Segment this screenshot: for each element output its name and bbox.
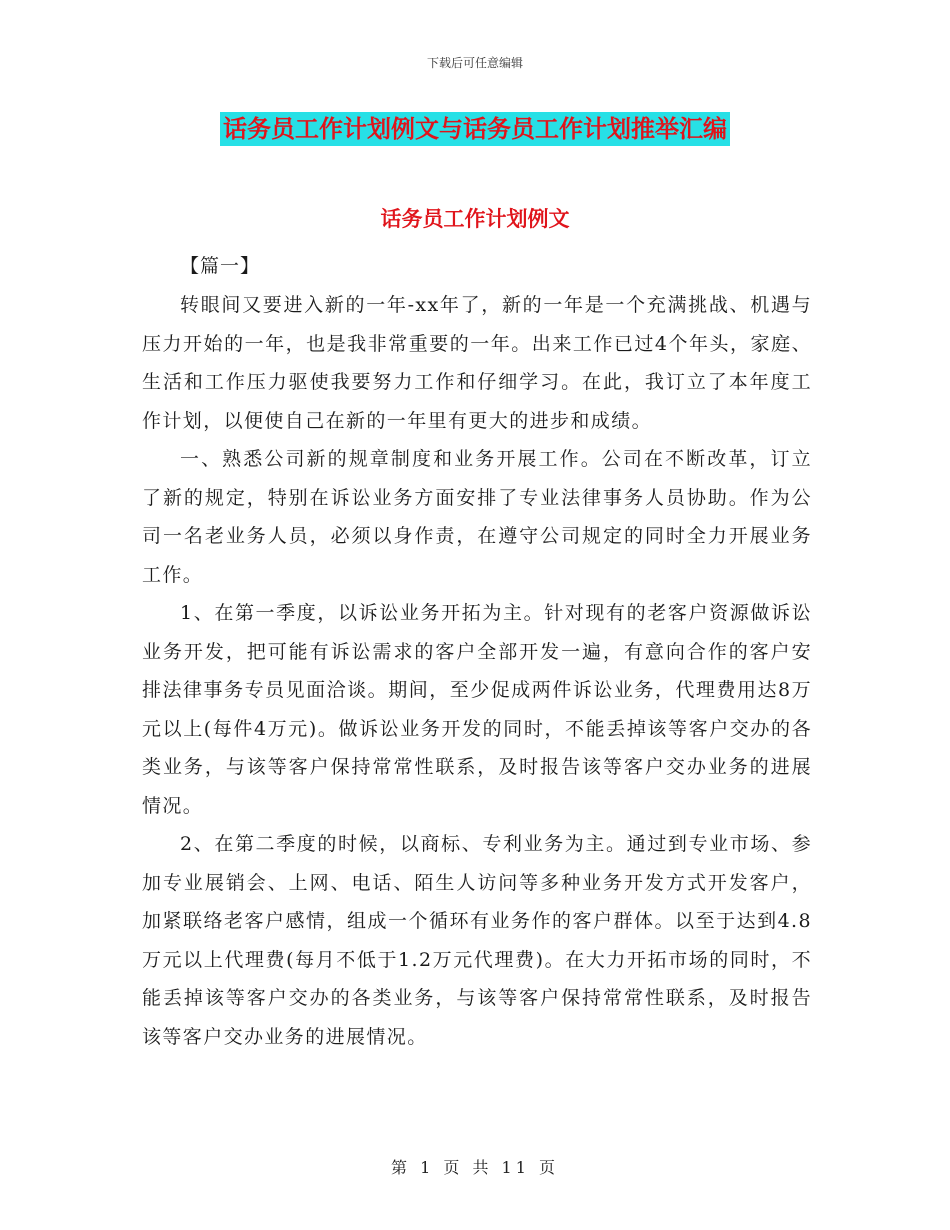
header-note: 下载后可任意编辑 [426, 56, 523, 70]
paragraph: 转眼间又要进入新的一年-xx年了，新的一年是一个充满挑战、机遇与压力开始的一年，也是我非常重要的一年。出来工作已过4个年头，家庭、生活和工作压力驱使我要努力工作和仔细学习。在此，我订立了本年度工作计划，以便使自己在新的一年里有更大的进步和成绩。 [142, 294, 812, 432]
main-title: 话务员工作计划例文与话务员工作计划推举汇编 [220, 112, 730, 146]
body-text [142, 286, 812, 1056]
paragraph: 一、熟悉公司新的规章制度和业务开展工作。公司在不断改革，订立了新的规定，特别在诉讼业务方面安排了专业法律事务人员协助。作为公司一名老业务人员，必须以身作责，在遵守公司规定的同时全力开展业务工作。 [142, 448, 812, 586]
section-label: 【篇一】 [180, 255, 261, 277]
sub-title: 话务员工作计划例文 [380, 207, 570, 231]
page-footer: 第 1 页 共 11 页 [391, 1158, 559, 1177]
main-title-wrapper [0, 112, 950, 146]
paragraph: 1、在第一季度，以诉讼业务开拓为主。针对现有的老客户资源做诉讼业务开发，把可能有诉讼需求的客户全部开发一遍，有意向合作的客户安排法律事务专员见面洽谈。期间，至少促成两件诉讼业务，代理费用达8万元以上(每件4万元)。做诉讼业务开发的同时，不能丢掉该等客户交办的各类业务，与该等客户保持常常性联系，及时报告该等客户交办业务的进展情况。 [142, 602, 812, 817]
paragraph: 2、在第二季度的时候，以商标、专利业务为主。通过到专业市场、参加专业展销会、上网、电话、陌生人访问等多种业务开发方式开发客户，加紧联络老客户感情，组成一个循环有业务作的客户群体。以至于达到4.8万元以上代理费(每月不低于1.2万元代理费)。在大力开拓市场的同时，不能丢掉该等客户交办的各类业务，与该等客户保持常常性联系，及时报告该等客户交办业务的进展情况。 [142, 833, 812, 1048]
